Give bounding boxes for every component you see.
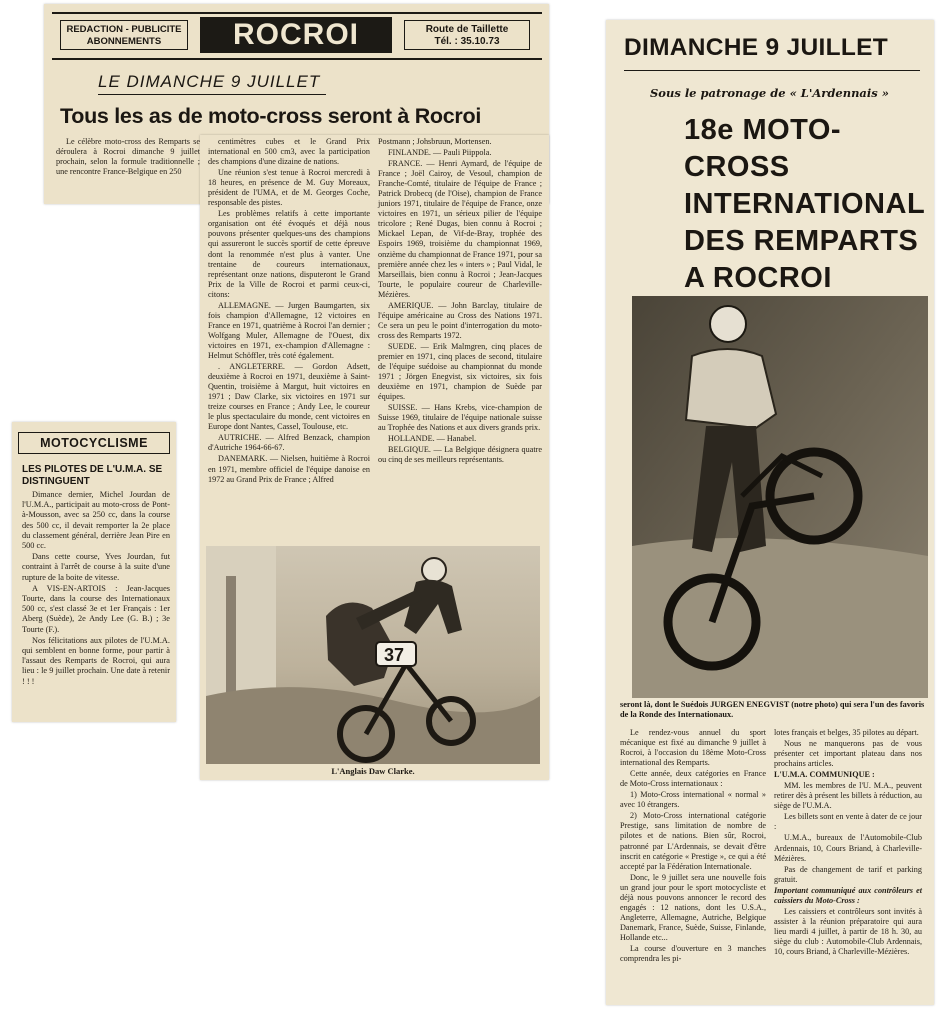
paragraph: A VIS-EN-ARTOIS : Jean-Jacques Tourte, dans la course des Internationaux 500 cc, s'est classé 3e et 1er Français : 1er Aberg (Suède), 2e Andy Lee (G. B.) ; 3e Tourte (F.). (22, 583, 170, 634)
header-left-box: REDACTION - PUBLICITE ABONNEMENTS (60, 20, 188, 50)
newspaper-header (52, 12, 542, 60)
paragraph: AMERIQUE. — John Barclay, titulaire de l'équipe américaine au Cross des Nations 1971. Ce sera un peu le point d'interrogation du moto-cross des Remparts 1972. (378, 300, 542, 340)
article-column-1 (56, 137, 200, 178)
paragraph: Dimance dernier, Michel Jourdan de l'U.M.A., participait au moto-cross de Pont-à-Mousson, avec sa 250 cc, dans la course des 500 cc, il devait remporter la 2e place du classement général, derrière Jean Pire en 500 cc. (22, 490, 170, 551)
announcement-title (684, 112, 930, 297)
paragraph: La course d'ouverture en 3 manches comprendra les pi- (620, 943, 766, 964)
article-kicker: LE DIMANCHE 9 JUILLET (98, 72, 326, 95)
paragraph: Pas de changement de tarif et parking gratuit. (774, 864, 922, 884)
paragraph: ALLEMAGNE. — Jurgen Baumgarten, six fois champion d'Allemagne, 12 victoires en France en 1971, quatrième à Rocroi l'an dernier ; Wolfgang Muler, Allemagne de l'Ouest, dix victoires en 1971, ex-champion d'Allemagne : Helmut Schöffler, très coté également. (208, 300, 370, 360)
announcement-column-2 (774, 728, 922, 958)
announcement-date: DIMANCHE 9 JUILLET (624, 34, 889, 61)
paragraph: HOLLANDE. — Hanabel. (388, 434, 477, 444)
motocyclisme-body (22, 490, 170, 688)
article-intro: Le célèbre moto-cross des Remparts se déroulera à Rocroi dimanche 9 juillet prochain, selon la formule traditionnelle ; une rencontre France-Belgique en 250 (56, 137, 200, 177)
paragraph: BELGIQUE. — La Belgique désignera quatre ou cinq de ses meilleurs représentants. (378, 445, 542, 465)
header-town-title: ROCROI (200, 17, 392, 53)
title-line: 18e MOTO-CROSS (684, 114, 842, 183)
motocyclisme-clipping (12, 422, 176, 722)
paragraph: centimètres cubes et le Grand Prix international en 500 cm3, avec la participation des champions d'une dizaine de nations. (208, 137, 370, 167)
title-line: INTERNATIONAL (684, 188, 926, 220)
announcement-rule (624, 70, 920, 71)
enegvist-photo-caption: seront là, dont le Suédois JURGEN ENEGVIST (notre photo) qui sera l'un des favoris de la Ronde des Internationaux. (620, 700, 925, 719)
paragraph: Cette année, deux catégories en France de Moto-Cross internationaux : (620, 769, 766, 789)
controllers-notice-heading: Important communiqué aux contrôleurs et caissiers du Moto-Cross : (774, 885, 922, 905)
paragraph: Dans cette course, Yves Jourdan, fut contraint à l'arrêt de course à la suite d'une rupture de la boite de vitesse. (22, 552, 170, 582)
motocyclisme-section-label: MOTOCYCLISME (18, 432, 170, 454)
article-column-3 (378, 137, 542, 467)
paragraph: Le rendez-vous annuel du sport mécanique est fixé au dimanche 9 juillet à Rocroi, à l'occasion du 18ème Moto-Cross international des Remparts. (620, 728, 766, 768)
paragraph: Les caissiers et contrôleurs sont invités à assister à la réunion préparatoire qui aura lieu mardi 4 juillet, à partir de 18 h. 30, au siège du club : Automobile-Club Ardennais, 10, cours Briand, à Charleville-Mézières. (774, 906, 922, 956)
paragraph: Les billets sont en vente à dater de ce jour : (774, 812, 922, 832)
paragraph: SUEDE. — Erik Malmgren, cinq places de premier en 1971, cinq places de second, titulaire de l'équipe suédoise au championnat du monde 1971 ; Jörgen Enegvist, six victoires, six fois deuxième en 1971, champion de Suède par équipes. (378, 341, 542, 402)
header-right-box (404, 20, 530, 50)
paragraph: U.M.A., bureaux de l'Automobile-Club Ardennais, 10, Cours Briand, à Charleville-Mézières. (774, 833, 922, 863)
moto-cross-announcement-clipping (606, 20, 934, 1005)
title-line: A ROCROI (684, 262, 832, 294)
paragraph: FRANCE. — Henri Aymard, de l'équipe de France ; Joël Cairoy, de Vesoul, champion de Franche-Comté, titulaire de l'équipe de France ; Patrick Drobecq (de l'Oise), champion de France juniors 1971, titulaire de l'équipe de France, onze victoires en 1971, un sérieux pilier de l'équipe tricolore ; René Dugas, bien connu à Rocroi ; Mickael Lepan, de Vif-de-Bray, trophée des Espoirs 1969, troisième du championnat 1969, onzième du championnat de France 1971, pour sa première année chez les « inters » ; Paul Vidal, le Marseillais, bien connu à Rocroi ; Jean-Jacques Tourte, le populaire coureur de Charleville-Mézières. (378, 159, 542, 299)
title-line: DES REMPARTS (684, 225, 919, 257)
uma-communique-heading: L'U.M.A. COMMUNIQUE : (774, 770, 875, 780)
paragraph: DANEMARK. — Nielsen, huitième à Rocroi en 1971, membre officiel de l'équipe danoise en 1972 au Grand Prix de France ; Alfred (208, 454, 370, 484)
paragraph: Les problèmes relatifs à cette importante organisation ont été évoqués et déjà nous pouvons présenter quelques-uns des champions qui assureront le succès sportif de cette épreuve dont la renommée n'est plus à vanter. Une trentaine de coureurs internationaux, représentant onze nations, disputeront le Grand Prix de la Ville de Rocroi et parmi ceux-ci, citons: (208, 209, 370, 299)
jurgen-enegvist-photo (632, 296, 928, 698)
rider-number: 37 (384, 645, 405, 665)
article-column-2 (208, 137, 370, 486)
paragraph: lotes français et belges, 35 pilotes au départ. (774, 728, 919, 737)
article-headline: Tous les as de moto-cross seront à Rocroi (60, 104, 481, 128)
paragraph: AUTRICHE. — Alfred Benzack, champion d'Autriche 1964-66-67. (208, 433, 370, 453)
wheelie-photo-illustration (632, 296, 928, 698)
paragraph: . ANGLETERRE. — Gordon Adsett, deuxième à Rocroi en 1971, deuxième à Saint-Quentin, troisième à Margut, huit victoires en 1971 ; Daw Clarke, six victoires en 1971 sur treize courses en France ; Andy Lee, le coureur le plus spectaculaire du monde, cent victoires en Europe dont Nantes, Cassel, Toulouse, etc. (208, 362, 370, 432)
paragraph: Une réunion s'est tenue à Rocroi mercredi à 18 heures, en présence de M. Guy Moreaux, président de l'UMA, et de M. Georges Coche, responsable des pistes. (208, 168, 370, 208)
paragraph: 1) Moto-Cross international « normal » avec 10 étrangers. (620, 790, 766, 810)
header-phone: Tél. : 35.10.73 (434, 36, 500, 47)
motocyclisme-headline: LES PILOTES DE L'U.M.A. SE DISTINGUENT (22, 464, 163, 487)
paragraph: Nous ne manquerons pas de vous présenter cet important plateau dans nos prochains articles. (774, 739, 922, 769)
daw-clarke-photo (206, 546, 540, 764)
paragraph: FINLANDE. — Pauli Piippola. (388, 148, 492, 158)
paragraph: Nos félicitations aux pilotes de l'U.M.A. qui semblent en bonne forme, pour partir à l'assaut des Remparts de Rocroi, qui aura lieu : le 9 juillet prochain. Une date à retenir ! ! ! (22, 635, 170, 686)
daw-clarke-caption: L'Anglais Daw Clarke. (331, 766, 415, 776)
paragraph: Postmann ; Johsbruun, Mortensen. (378, 137, 492, 146)
paragraph: SUISSE. — Hans Krebs, vice-champion de Suisse 1969, titulaire de l'équipe nationale suisse au Trophée des Nations et aux divers grands prix. (378, 403, 542, 433)
paragraph: 2) Moto-Cross international catégorie Prestige, sans limitation de nombre de pilotes et de nations. Bien sûr, Rocroi, patronné par L'Ardennais, se devait d'être inscrit en catégorie « Prestige », ce qui a été accepté par la Fédération Internationale. (620, 811, 766, 871)
paragraph: MM. les membres de l'U. M.A., peuvent retirer dès à présent les billets à réduction, au siège de l'U.M.A. (774, 781, 922, 811)
paragraph: Donc, le 9 juillet sera une nouvelle fois un grand jour pour le sport motocycliste et déjà nous pouvons annoncer le record des engagés : 12 nations, dont les U.S.A., Angleterre, Allemagne, Autriche, Belgique Danemark, France, Suède, Suisse, Finlande, Hollande etc... (620, 872, 766, 942)
announcement-patronage: Sous le patronage de « L'Ardennais » (650, 86, 889, 100)
announcement-column-1 (620, 728, 766, 965)
header-address: Route de Taillette (425, 24, 509, 35)
rider-photo-illustration (206, 546, 540, 764)
